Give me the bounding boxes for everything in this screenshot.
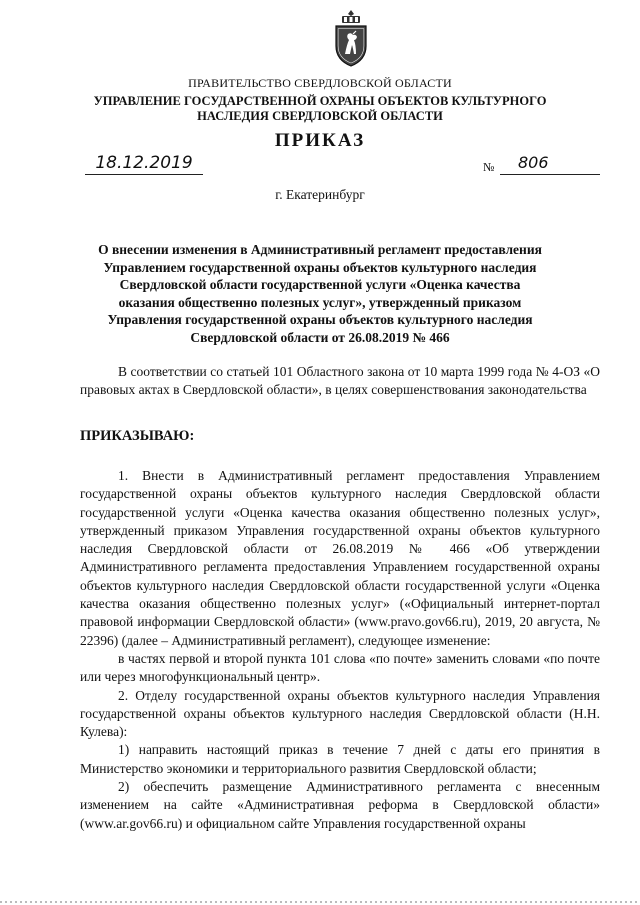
- paragraph: в частях первой и второй пункта 101 слова «по почте» заменить словами «по почте или через многофункциональный центр».: [80, 650, 600, 685]
- order-body: [80, 467, 600, 833]
- document-date: 18.12.2019: [85, 152, 203, 175]
- order-heading: ПРИКАЗЫВАЮ:: [80, 428, 195, 444]
- department-name: УПРАВЛЕНИЕ ГОСУДАРСТВЕННОЙ ОХРАНЫ ОБЪЕКТОВ КУЛЬТУРНОГО НАСЛЕДИЯ СВЕРДЛОВСКОЙ ОБЛАСТИ: [93, 94, 547, 123]
- document-type: ПРИКАЗ: [274, 130, 366, 151]
- government-name: ПРАВИТЕЛЬСТВО СВЕРДЛОВСКОЙ ОБЛАСТИ: [188, 76, 452, 90]
- scan-edge: [0, 901, 640, 903]
- paragraph: 2) обеспечить размещение Административного регламента с внесенным изменением на сайте «Административная реформа в Свердловской области» (www.ar.gov66.ru) и официальном сайте Управления государственной охраны: [80, 779, 600, 831]
- preamble-text: В соответствии со статьей 101 Областного закона от 10 марта 1999 года № 4-ОЗ «О правовых актах в Свердловской области», в целях совершенствования законодательства: [80, 364, 600, 398]
- preamble: [80, 363, 600, 400]
- paragraph: 1) направить настоящий приказ в течение 7 дней с даты его принятия в Министерство экономики и территориального развития Свердловской области;: [80, 742, 600, 776]
- coat-of-arms-icon: [331, 8, 371, 68]
- document-number: 806: [500, 152, 600, 175]
- paragraph: 1. Внести в Административный регламент предоставления Управлением государственной охраны объектов культурного наследия Свердловской области государственной услуги «Оценка качества оказания общественно полезных услуг», утвержденный приказом Управления государственной охраны объектов культурного наследия Свердловской области от 26.08.2019 № 466 «Об утверждении Административного регламента предоставления Управлением государственной охраны объектов культурного наследия Свердловской области государственной услуги «Оценка качества оказания общественно полезных услуг» («Официальный интернет-портал правовой информации Свердловской области» (www.pravo.gov66.ru), 2019, 20 августа, № 22396) (далее – Административный регламент), следующее изменение:: [80, 468, 600, 648]
- city: г. Екатеринбург: [275, 187, 365, 202]
- paragraph: 2. Отделу государственной охраны объектов культурного наследия Управления государственной охраны объектов культурного наследия Свердловской области (Н.Н. Кулева):: [80, 687, 600, 740]
- number-label: №: [483, 160, 495, 174]
- document-title: О внесении изменения в Административный регламент предоставления Управлением государственной охраны объектов культурного наследия Свердловской области государственной услуги «Оценка качества оказания общественно полезных услуг», утвержденный приказом Управления государственной охраны объектов культурного наследия Свердловской области от 26.08.2019 № 466: [98, 242, 542, 345]
